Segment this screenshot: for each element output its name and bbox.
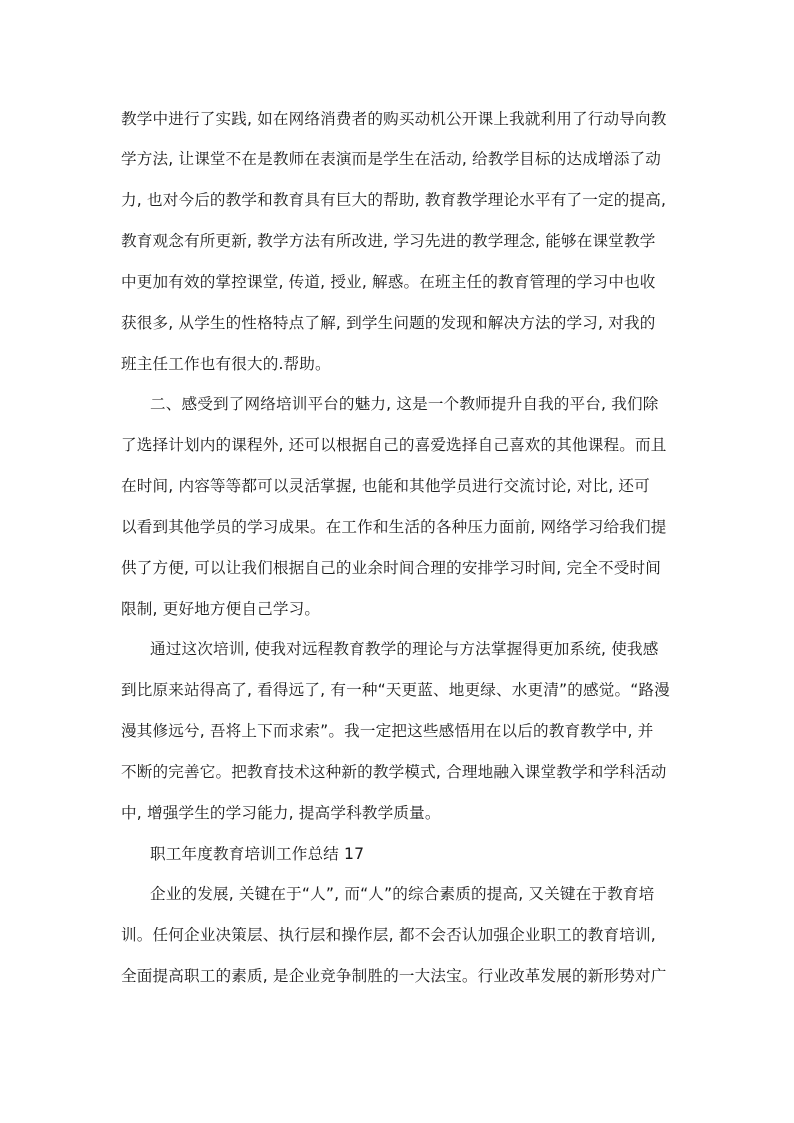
paragraph-line: 企业的发展, 关键在于“人”, 而“人”的综合素质的提高, 又关键在于教育培 — [150, 885, 655, 903]
paragraph-line: 不断的完善它。把教育技术这种新的教学模式, 合理地融入课堂教学和学科活动 — [121, 763, 667, 781]
paragraph-line: 教育观念有所更新, 教学方法有所改进, 学习先进的教学理念, 能够在课堂教学 — [121, 232, 656, 250]
paragraph-line: 学方法, 让课堂不在是教师在表演而是学生在活动, 给教学目标的达成增添了动 — [121, 150, 661, 168]
paragraph-line: 以看到其他学员的学习成果。在工作和生活的各种压力面前, 网络学习给我们提 — [121, 518, 667, 536]
paragraph-line: 供了方便, 可以让我们根据自己的业余时间合理的安排学习时间, 完全不受时间 — [121, 559, 661, 577]
paragraph-line: 通过这次培训, 使我对远程教育教学的理论与方法掌握得更加系统, 使我感 — [150, 640, 659, 658]
paragraph-line: 全面提高职工的素质, 是企业竞争制胜的一大法宝。行业改革发展的新形势对广 — [121, 967, 667, 985]
section-heading: 职工年度教育培训工作总结 17 — [150, 845, 365, 863]
paragraph-line: 漫其修远兮, 吾将上下而求索”。我一定把这些感悟用在以后的教育教学中, 并 — [121, 722, 654, 740]
paragraph-line: 班主任工作也有很大的.帮助。 — [121, 355, 331, 373]
paragraph-line: 中, 增强学生的学习能力, 提高学科教学质量。 — [121, 804, 441, 822]
paragraph-line: 训。任何企业决策层、执行层和操作层, 都不会否认加强企业职工的教育培训, — [121, 926, 656, 944]
paragraph-line: 二、感受到了网络培训平台的魅力, 这是一个教师提升自我的平台, 我们除 — [150, 395, 659, 413]
paragraph-line: 了选择计划内的课程外, 还可以根据自己的喜爱选择自己喜欢的其他课程。而且 — [121, 436, 667, 454]
paragraph-line: 力, 也对今后的教学和教育具有巨大的帮助, 教育教学理论水平有了一定的提高, — [121, 191, 667, 209]
paragraph-line: 教学中进行了实践, 如在网络消费者的购买动机公开课上我就利用了行动导向教 — [121, 110, 667, 128]
paragraph-line: 到比原来站得高了, 看得远了, 有一种“天更蓝、地更绿、水更清”的感觉。“路漫 — [121, 681, 670, 699]
paragraph-line: 获很多, 从学生的性格特点了解, 到学生问题的发现和解决方法的学习, 对我的 — [121, 314, 656, 332]
paragraph-line: 限制, 更好地方便自己学习。 — [121, 600, 321, 618]
paragraph-line: 中更加有效的掌控课堂, 传道, 授业, 解惑。在班主任的教育管理的学习中也收 — [121, 273, 656, 291]
paragraph-line: 在时间, 内容等等都可以灵活掌握, 也能和其他学员进行交流讨论, 对比, 还可 — [121, 477, 650, 495]
